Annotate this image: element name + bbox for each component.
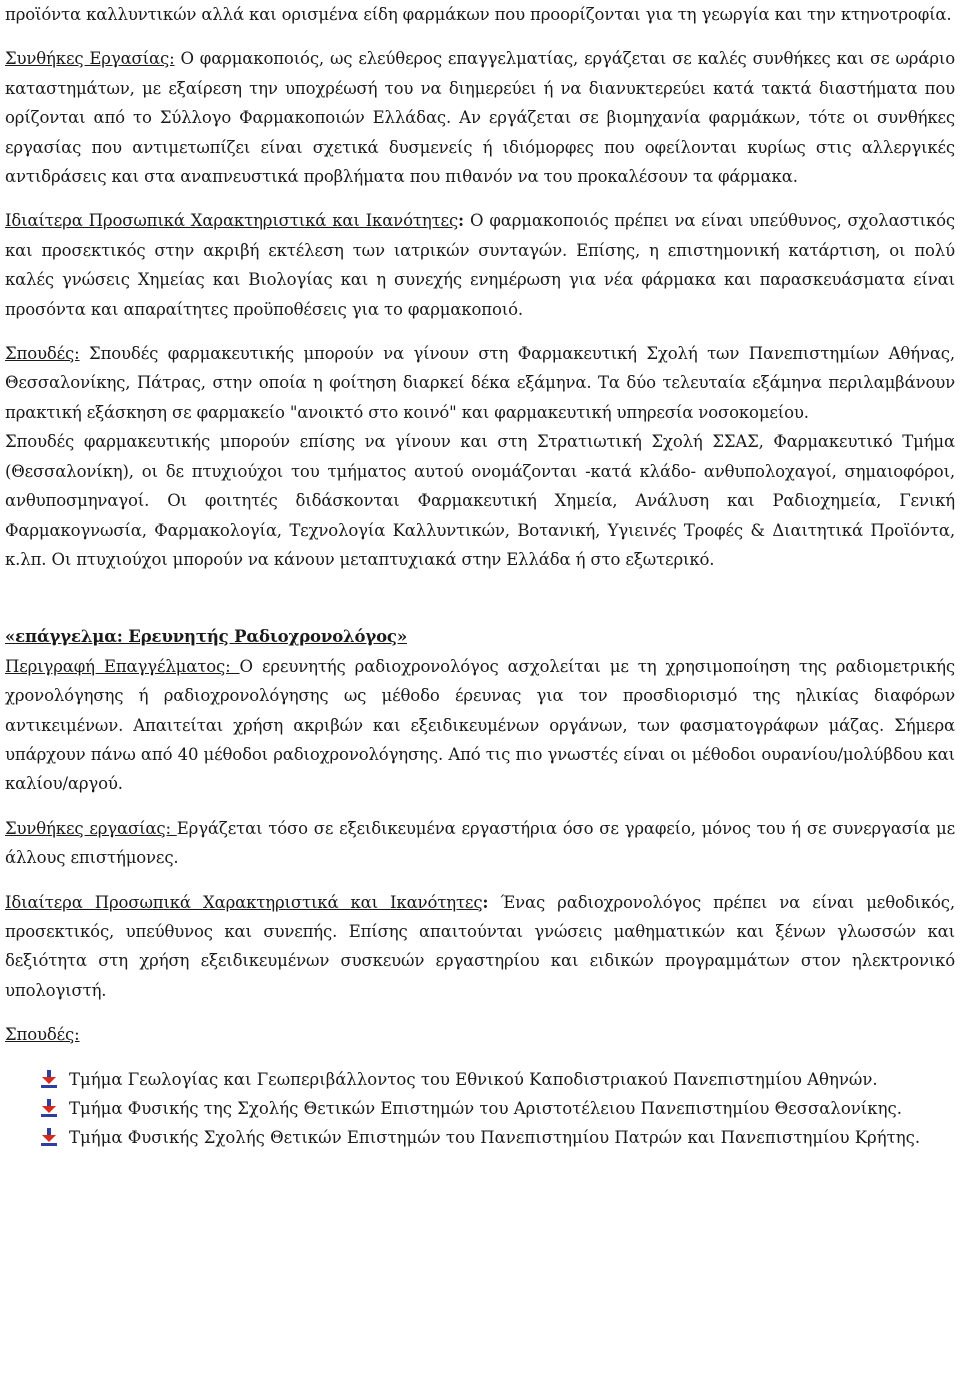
list-item [35,1065,955,1094]
studies-list-item-text: Τμήμα Φυσικής της Σχολής Θετικών Επιστημών του Αριστοτέλειου Πανεπιστημίου Θεσσαλονίκης. [69,1099,902,1118]
pharmacist-studies-text-1: Σπουδές φαρμακευτικής μπορούν να γίνουν στη Φαρμακευτική Σχολή των Πανεπιστημίων Αθήνας, Θεσσαλονίκης, Πάτρας, στην οποία η φοίτηση διαρκεί δέκα εξάμηνα. Τα δύο τελευταία εξάμηνα περιλαμβάνουν πρακτική εξάσκηση σε φαρμακείο "ανοικτό στο κοινό" και φαρμακευτική υπηρεσία νοσοκομείου. [5,344,955,422]
pharmacist-studies-paragraph [5,339,955,427]
arrow-bullet-icon [41,1070,57,1088]
list-item [35,1123,955,1152]
radiodating-title [5,622,955,651]
radiodating-traits-label: Ιδιαίτερα Προσωπικά Χαρακτηριστικά και Ικανότητες [5,892,483,912]
radiodating-description-text: Ο ερευνητής ραδιοχρονολόγος ασχολείται με τη χρησιμοποίηση της ραδιομετρικής χρονολόγησης ή ραδιοχρονολόγησης ως μέθοδο έρευνας για τον προσδιορισμό της ηλικίας διαφόρων αντικειμένων. Απαιτείται χρήση ακριβών και εξειδικευμένων οργάνων, των φασματογράφων μάζας. Σήμερα υπάρχουν πάνω από 40 μέθοδοι ραδιοχρονολόγησης. Από τις πιο γνωστές είναι οι μέθοδοι ουρανίου/μολύβδου και καλίου/αργού. [5,656,955,794]
pharmacist-studies-paragraph-2: Σπουδές φαρμακευτικής μπορούν επίσης να γίνουν και στη Στρατιωτική Σχολή ΣΣΑΣ, Φαρμακευτικό Τμήμα (Θεσσαλονίκη), οι δε πτυχιούχοι του τμήματος αυτού ονομάζονται -κατά κλάδο- ανθυπολοχαγοί, σημαιοφόροι, ανθυποσμηναγοί. Οι φοιτητές διδάσκονται Φαρμακευτική Χημεία, Ανάλυση και Ραδιοχημεία, Γενική Φαρμακογνωσία, Φαρμακολογία, Τεχνολογία Καλλυντικών, Βοτανική, Υγιεινές Τροφές & Διαιτητικά Προϊόντα, κ.λπ. Οι πτυχιούχοι μπορούν να κάνουν μεταπτυχιακά στην Ελλάδα ή στο εξωτερικό. [5,432,955,569]
pharmacist-conditions-paragraph [5,44,955,191]
pharmacist-conditions-text: Ο φαρμακοποιός, ως ελεύθερος επαγγελματίας, εργάζεται σε καλές συνθήκες και σε ωράριο καταστημάτων, με εξαίρεση την υποχρέωσή του να διημερεύει ή να διανυκτερεύει κατά τακτά διαστήματα που ορίζονται από το Σύλλογο Φαρμακοποιών Ελλάδας. Αν εργάζεται σε βιομηχανία φαρμάκων, τότε οι συνθήκες εργασίας που αντιμετωπίζει είναι σχετικά δυσμενείς ή ιδιόμορφες που οφείλονται κυρίως στις αλλεργικές αντιδράσεις και στα αναπνευστικά προβλήματα που πιθανόν να του προκαλέσουν τα φάρμακα. [5,49,955,187]
pharmacist-conditions-label: Συνθήκες Εργασίας: [5,49,175,69]
pharmacist-intro-continuation: προϊόντα καλλυντικών αλλά και ορισμένα είδη φαρμάκων που προορίζονται για τη γεωργία και την κτηνοτροφία. [5,5,952,24]
radiodating-studies-heading [5,1020,955,1049]
arrow-bullet-icon [41,1099,57,1117]
studies-list-item-text: Τμήμα Φυσικής Σχολής Θετικών Επιστημών του Πανεπιστημίου Πατρών και Πανεπιστημίου Κρήτης. [69,1128,921,1148]
radiodating-title-text: «επάγγελμα: Ερευνητής Ραδιοχρονολόγος» [5,627,407,647]
radiodating-description-label: Περιγραφή Επαγγέλματος: [5,656,240,676]
radiodating-conditions-text: Εργάζεται τόσο σε εξειδικευμένα εργαστήρια όσο σε γραφείο, μόνος του ή σε συνεργασία με άλλους επιστήμονες. [5,818,956,868]
pharmacist-traits-paragraph [5,206,955,324]
radiodating-studies-list [5,1065,955,1153]
pharmacist-traits-label: Ιδιαίτερα Προσωπικά Χαρακτηριστικά και Ικανότητες [5,211,459,231]
radiodating-traits-paragraph [5,888,955,1006]
radiodating-traits-text: Ένας ραδιοχρονολόγος πρέπει να είναι μεθοδικός, προσεκτικός, υπεύθυνος και συνεπής. Επίσης απαιτούνται γνώσεις μαθηματικών και ξένων γλωσσών και δεξιότητα στη χρήση εξειδικευμένων συσκευών εργαστηρίου και ειδικών προγραμμάτων στον ηλεκτρονικό υπολογιστή. [5,892,955,1000]
pharmacist-traits-colon: : [458,211,464,231]
radiodating-conditions-label: Συνθήκες εργασίας: [5,818,177,838]
radiodating-traits-colon: : [482,892,489,912]
studies-list-item-text: Τμήμα Γεωλογίας και Γεωπεριβάλλοντος του Εθνικού Καποδιστριακού Πανεπιστημίου Αθηνών. [69,1069,878,1089]
radiodating-description-paragraph [5,652,955,799]
list-item [35,1094,955,1123]
radiodating-studies-label: Σπουδές: [5,1025,80,1045]
pharmacist-studies-label: Σπουδές: [5,344,80,364]
radiodating-conditions-paragraph [5,814,955,873]
pharmacist-traits-text: Ο φαρμακοποιός πρέπει να είναι υπεύθυνος, σχολαστικός και προσεκτικός στην ακριβή εκτέλεση των ιατρικών συνταγών. Επίσης, η επιστημονική κατάρτιση, οι πολύ καλές γνώσεις Χημείας και Βιολογίας και η συνεχής ενημέρωση για νέα φάρμακα και παρασκευάσματα είναι προσόντα και απαραίτητες προϋποθέσεις για το φαρμακοποιό. [5,211,956,319]
arrow-bullet-icon [41,1128,57,1146]
